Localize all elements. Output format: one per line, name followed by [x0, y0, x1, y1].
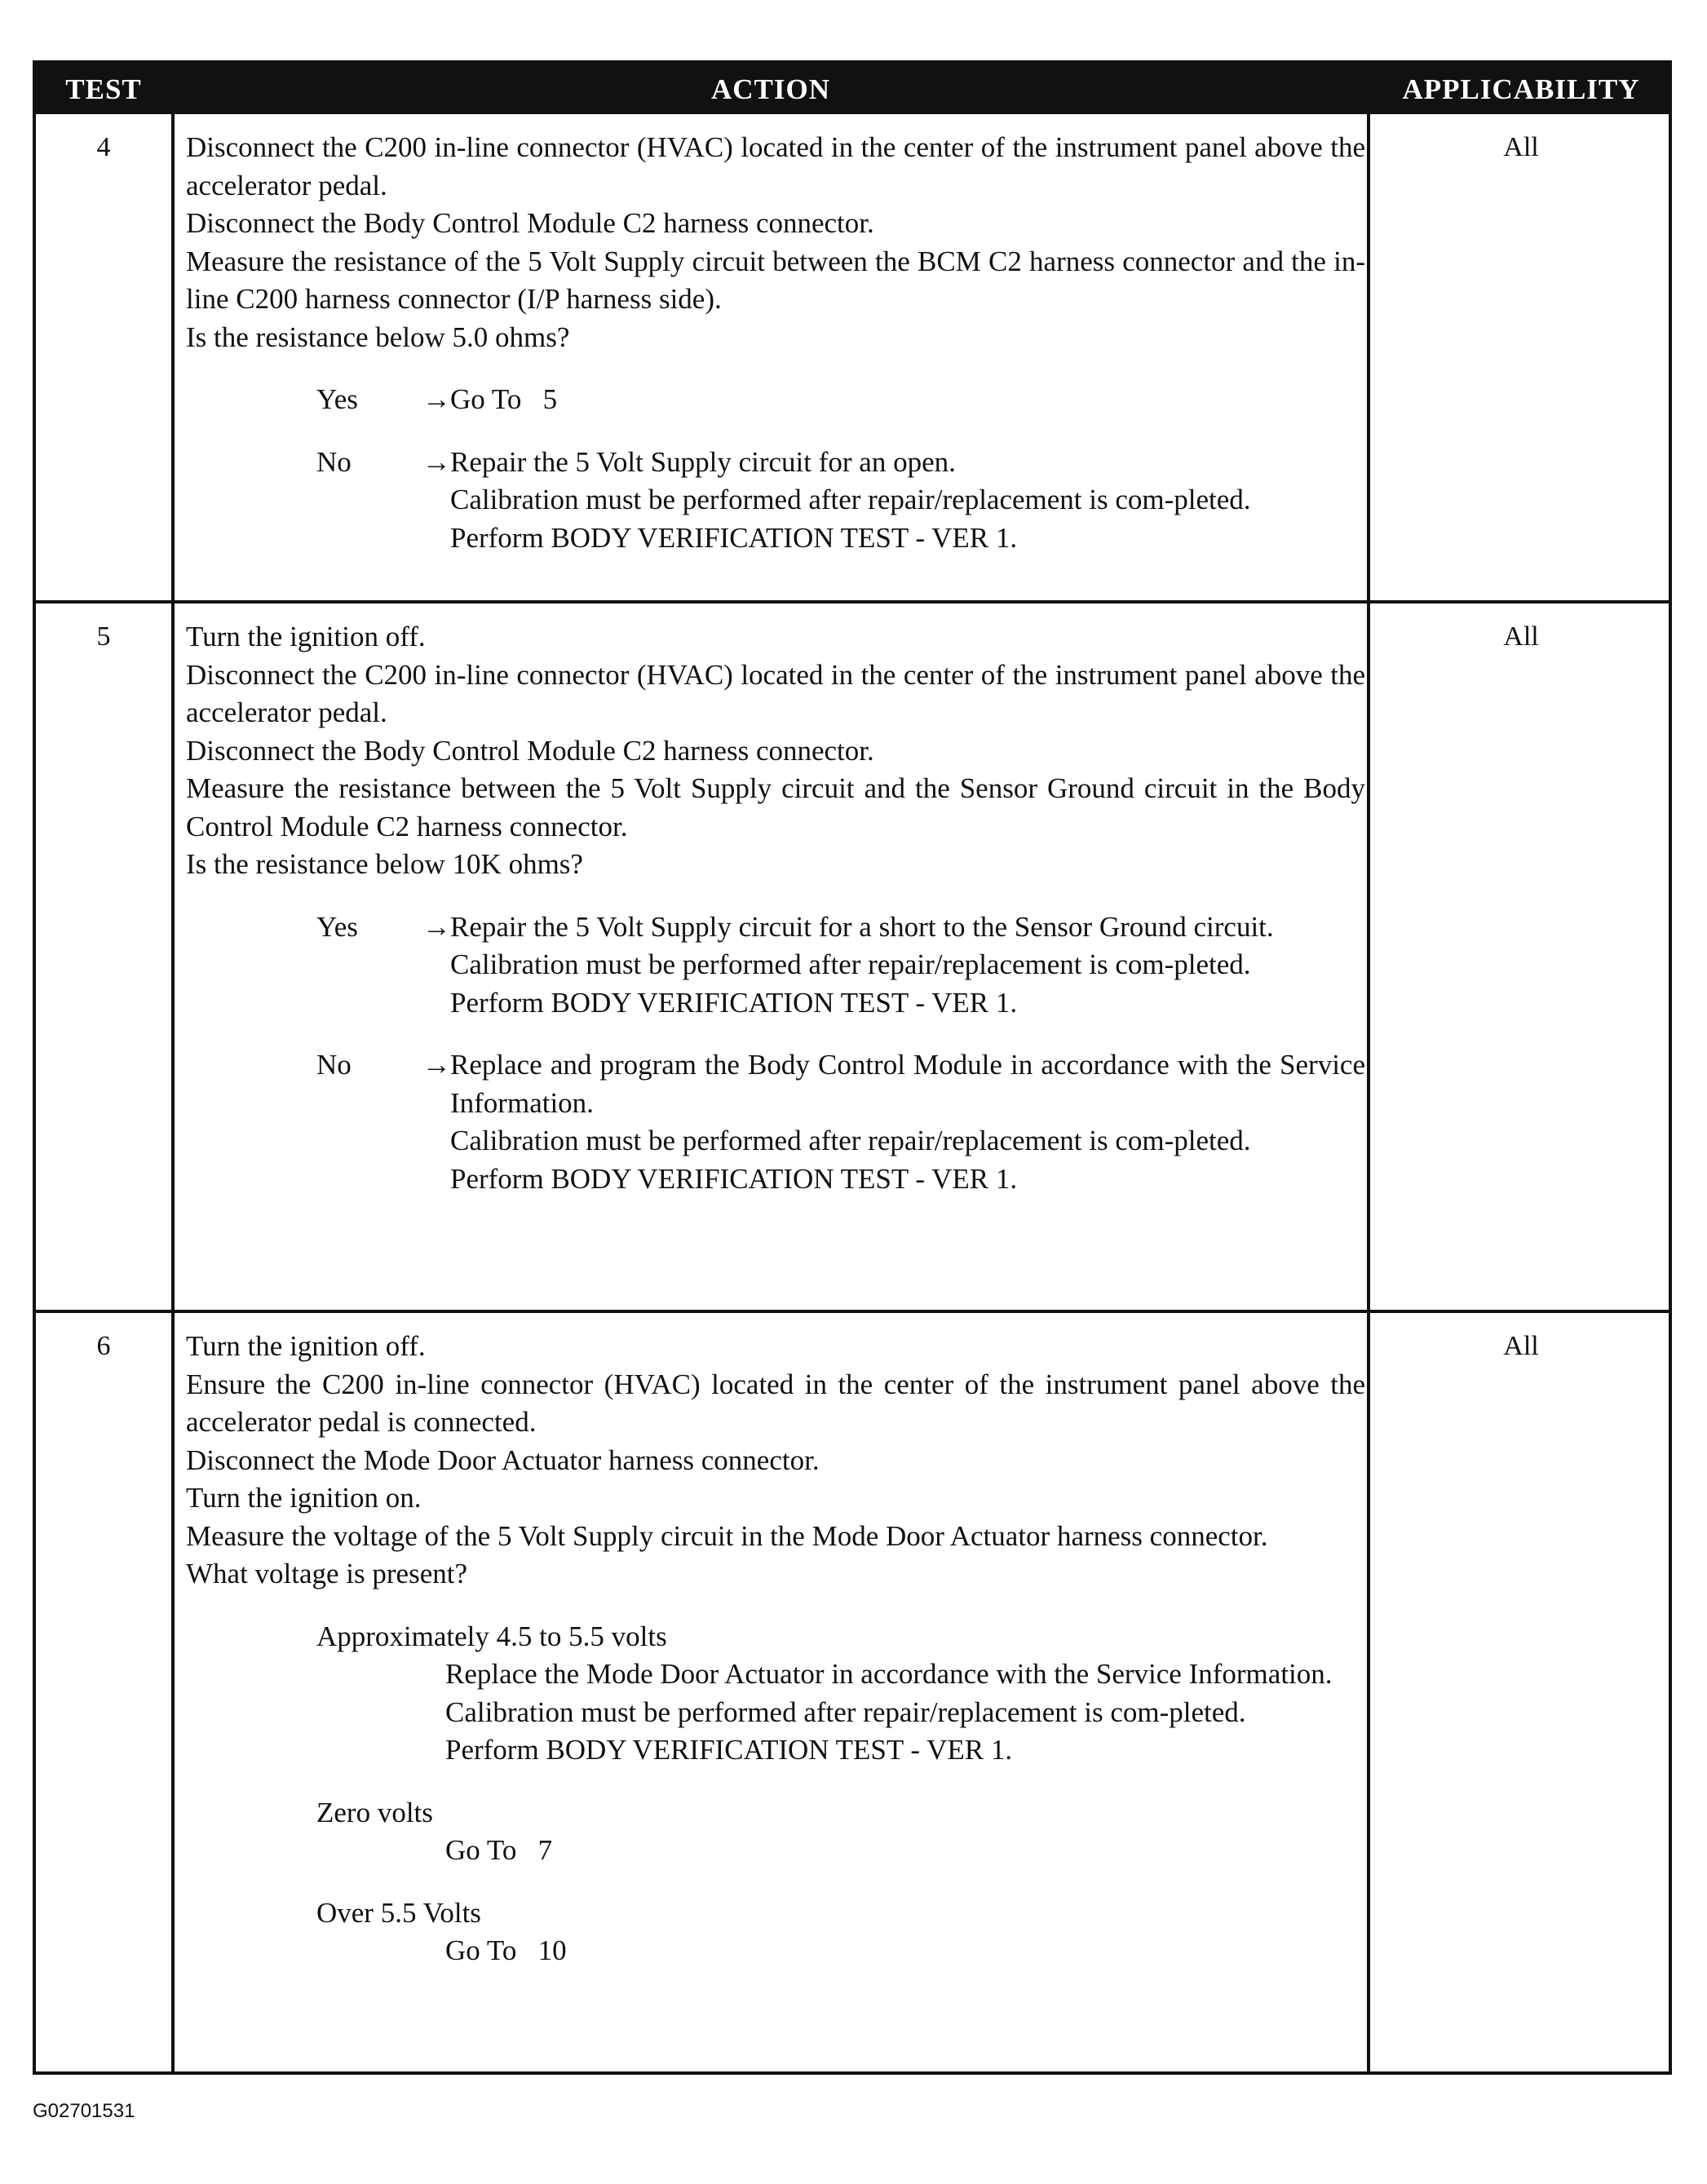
- figure-id: G02701531: [33, 2100, 135, 2122]
- action-step: Disconnect the Body Control Module C2 harness connector.: [186, 207, 874, 239]
- applicability-value: All: [1503, 621, 1539, 652]
- action-step: Ensure the C200 in-line connector (HVAC) located in the center of the instrument panel above the accelerator pedal is connected.: [186, 1368, 1365, 1438]
- row-divider: [36, 600, 1669, 603]
- result-line: Repair the 5 Volt Supply circuit for a short to the Sensor Ground circuit.: [450, 910, 1274, 943]
- voltage-outcome: [186, 1894, 1365, 1970]
- action-cell: [186, 1328, 1365, 1970]
- outcome-answer: No: [316, 1049, 352, 1081]
- result-line: Replace the Mode Door Actuator in accordance with the Service Information.: [445, 1658, 1333, 1690]
- result-line: Perform BODY VERIFICATION TEST - VER 1.: [445, 1734, 1013, 1766]
- action-step: Measure the resistance of the 5 Volt Supply circuit between the BCM C2 harness connector and the in-line C200 harness connector (I/P harness side).: [186, 245, 1365, 315]
- arrow-icon: →: [422, 445, 451, 478]
- test-number: 5: [96, 621, 111, 652]
- outcome-result: [450, 444, 1365, 558]
- header-test: TEST: [65, 73, 142, 105]
- action-cell: [186, 618, 1365, 1198]
- action-step: Turn the ignition on.: [186, 1482, 422, 1514]
- result-line: Calibration must be performed after repair/replacement is com-pleted.: [450, 1125, 1251, 1156]
- result-line: Calibration must be performed after repair/replacement is com-pleted.: [450, 948, 1251, 980]
- voltage-condition: Approximately 4.5 to 5.5 volts: [316, 1620, 667, 1652]
- result-line: Go To 10: [445, 1934, 567, 1966]
- action-step: Is the resistance below 5.0 ohms?: [186, 321, 570, 353]
- arrow-icon: →: [422, 910, 451, 943]
- result-line: Perform BODY VERIFICATION TEST - VER 1.: [450, 1162, 1018, 1195]
- test-number: 6: [96, 1331, 111, 1361]
- action-cell: [186, 129, 1365, 557]
- outcome-answer: Yes: [316, 910, 358, 943]
- action-step: Disconnect the C200 in-line connector (HVAC) located in the center of the instrument panel above the accelerator pedal.: [186, 658, 1365, 728]
- diagnostic-table: [33, 60, 1672, 2075]
- arrow-icon: →: [422, 383, 451, 415]
- voltage-outcome: [186, 1618, 1365, 1770]
- action-step: Disconnect the C200 in-line connector (HVAC) located in the center of the instrument panel above the accelerator pedal.: [186, 131, 1365, 201]
- voltage-condition: Zero volts: [316, 1796, 433, 1828]
- table-header: [36, 64, 1669, 114]
- action-step: Is the resistance below 10K ohms?: [186, 848, 583, 880]
- result-line: Go To 7: [445, 1834, 553, 1866]
- voltage-result: [445, 1656, 1365, 1770]
- outcome-result: [450, 909, 1365, 1023]
- action-step: Turn the ignition off.: [186, 621, 426, 652]
- header-action: ACTION: [710, 73, 831, 105]
- outcome-result: [450, 381, 1365, 419]
- result-line: Repair the 5 Volt Supply circuit for an open.: [450, 445, 956, 478]
- voltage-result: [445, 1932, 1365, 1970]
- action-step: What voltage is present?: [186, 1558, 468, 1589]
- outcome-answer: No: [316, 445, 352, 478]
- action-step: Disconnect the Mode Door Actuator harness connector.: [186, 1443, 820, 1476]
- result-line: Perform BODY VERIFICATION TEST - VER 1.: [450, 521, 1018, 554]
- applicability-value: All: [1503, 132, 1539, 162]
- outcome-yes: [186, 381, 1365, 419]
- row-divider: [36, 1310, 1669, 1313]
- voltage-result: [445, 1832, 1365, 1870]
- arrow-icon: →: [422, 1049, 451, 1081]
- outcome-yes: [186, 909, 1365, 1023]
- header-applicability: APPLICABILITY: [1402, 73, 1640, 105]
- action-step: Turn the ignition off.: [186, 1330, 426, 1362]
- action-step: Measure the resistance between the 5 Volt Supply circuit and the Sensor Ground circuit in the Body Control Module C2 harness connector.: [186, 772, 1365, 842]
- test-number: 4: [96, 132, 111, 162]
- action-step: Disconnect the Body Control Module C2 harness connector.: [186, 734, 874, 767]
- result-line: Calibration must be performed after repair/replacement is com-pleted.: [450, 484, 1251, 515]
- voltage-outcome: [186, 1794, 1365, 1870]
- action-step: Measure the voltage of the 5 Volt Supply circuit in the Mode Door Actuator harness connector.: [186, 1519, 1268, 1552]
- outcome-answer: Yes: [316, 383, 358, 415]
- outcome-result: [450, 1046, 1365, 1198]
- result-line: Perform BODY VERIFICATION TEST - VER 1.: [450, 986, 1018, 1019]
- result-line: Go To 5: [450, 383, 558, 415]
- column-divider: [1367, 64, 1370, 2071]
- outcome-no: [186, 444, 1365, 558]
- column-divider: [171, 64, 175, 2071]
- result-line: Replace and program the Body Control Module in accordance with the Service Information.: [450, 1049, 1365, 1119]
- result-line: Calibration must be performed after repair/replacement is com-pleted.: [445, 1695, 1246, 1728]
- outcome-no: [186, 1046, 1365, 1198]
- applicability-value: All: [1503, 1331, 1539, 1361]
- voltage-condition: Over 5.5 Volts: [316, 1896, 481, 1929]
